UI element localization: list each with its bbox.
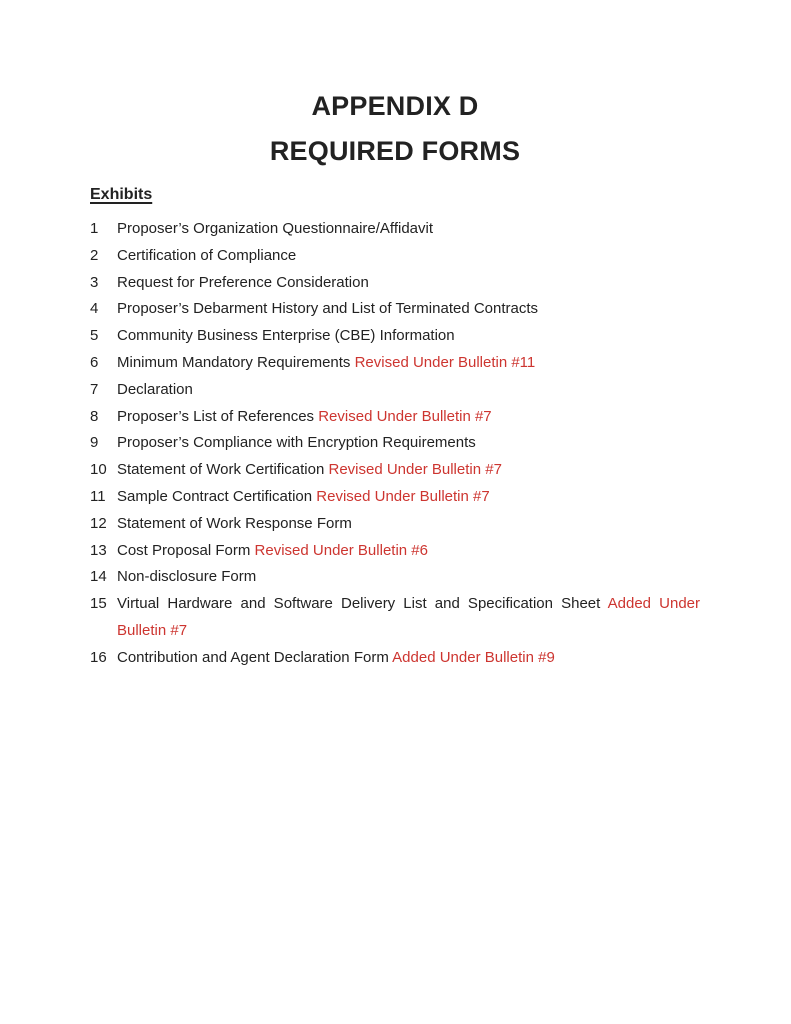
exhibit-row <box>90 296 700 323</box>
exhibit-row <box>90 216 700 243</box>
exhibit-number: 9 <box>90 434 99 452</box>
exhibit-row <box>90 457 700 484</box>
exhibit-text <box>117 323 700 350</box>
exhibit-row <box>90 270 700 297</box>
exhibit-revision-note: Revised Under Bulletin #11 <box>354 353 536 371</box>
exhibit-title: Contribution and Agent Declaration Form <box>117 648 389 666</box>
exhibit-revision-note: Revised Under Bulletin #7 <box>318 407 492 425</box>
exhibit-title: Request for Preference Consideration <box>117 273 369 291</box>
exhibit-title: Proposer’s Debarment History and List of Terminated Contracts <box>117 300 539 318</box>
exhibit-title: Statement of Work Response Form <box>117 514 352 532</box>
exhibit-list <box>90 216 700 672</box>
exhibit-revision-note: Revised Under Bulletin #6 <box>254 541 428 559</box>
exhibit-number: 5 <box>90 327 99 345</box>
exhibit-number: 15 <box>90 595 107 613</box>
exhibit-row <box>90 538 700 565</box>
exhibit-revision-note: Added Under Bulletin #9 <box>392 648 555 666</box>
page-title-line2: REQUIRED FORMS <box>269 136 521 166</box>
exhibit-number: 3 <box>90 273 99 291</box>
exhibit-row <box>90 511 700 538</box>
exhibit-revision-note: Added Under Bulletin #7 <box>117 595 700 639</box>
exhibit-row <box>90 323 700 350</box>
exhibit-revision-note: Revised Under Bulletin #7 <box>316 487 490 505</box>
exhibit-title: Sample Contract Certification <box>117 487 313 505</box>
exhibit-text <box>117 216 700 243</box>
exhibit-title: Virtual Hardware and Software Delivery List and Specification Sheet <box>117 595 601 613</box>
exhibit-row <box>90 243 700 270</box>
exhibit-row <box>90 591 700 645</box>
exhibit-text <box>117 511 700 538</box>
exhibit-number: 10 <box>90 461 107 479</box>
exhibit-row <box>90 645 700 672</box>
exhibit-title: Minimum Mandatory Requirements <box>117 353 351 371</box>
exhibit-number: 16 <box>90 648 107 666</box>
exhibit-text <box>117 645 700 672</box>
exhibit-title: Cost Proposal Form <box>117 541 251 559</box>
exhibit-number: 13 <box>90 541 107 559</box>
exhibit-number: 4 <box>90 300 99 318</box>
exhibit-text <box>117 591 700 645</box>
exhibit-number: 2 <box>90 246 99 264</box>
exhibit-text <box>117 430 700 457</box>
exhibit-title: Community Business Enterprise (CBE) Information <box>117 327 455 345</box>
exhibit-title: Proposer’s List of References <box>117 407 315 425</box>
exhibit-text <box>117 296 700 323</box>
exhibit-text <box>117 538 700 565</box>
exhibit-title: Declaration <box>117 380 193 398</box>
exhibit-title: Certification of Compliance <box>117 246 297 264</box>
exhibit-row <box>90 564 700 591</box>
exhibit-title: Statement of Work Certification <box>117 461 325 479</box>
exhibit-number: 1 <box>90 220 99 237</box>
exhibit-number: 6 <box>90 353 99 371</box>
exhibit-row <box>90 484 700 511</box>
exhibit-row <box>90 430 700 457</box>
exhibit-revision-note: Revised Under Bulletin #7 <box>328 461 502 479</box>
exhibit-text <box>117 243 700 270</box>
exhibits-heading: Exhibits <box>90 186 153 203</box>
exhibit-text <box>117 270 700 297</box>
exhibit-text <box>117 564 700 591</box>
exhibit-row <box>90 350 700 377</box>
exhibit-text <box>117 404 700 431</box>
exhibit-number: 7 <box>90 380 99 398</box>
exhibit-text <box>117 377 700 404</box>
page-title-line1: APPENDIX D <box>311 91 479 121</box>
exhibit-title: Proposer’s Compliance with Encryption Requirements <box>117 434 476 452</box>
exhibit-row <box>90 404 700 431</box>
exhibit-row <box>90 377 700 404</box>
exhibit-number: 12 <box>90 514 107 532</box>
exhibit-number: 14 <box>90 568 107 586</box>
exhibit-text <box>117 457 700 484</box>
exhibit-text <box>117 484 700 511</box>
exhibit-number: 11 <box>90 487 106 505</box>
exhibit-text <box>117 350 700 377</box>
exhibit-title: Proposer’s Organization Questionnaire/Affidavit <box>117 220 434 237</box>
exhibit-title: Non-disclosure Form <box>117 568 257 586</box>
exhibit-number: 8 <box>90 407 99 425</box>
